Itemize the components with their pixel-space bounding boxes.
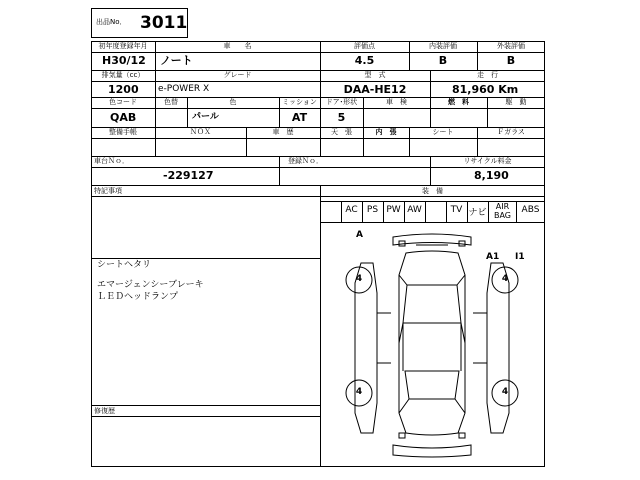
equip-ps: PS: [366, 205, 379, 215]
nox-header: ＮＯＸ: [190, 128, 211, 136]
equipment-header: 装 備: [422, 187, 443, 195]
history-header: 車 歴: [272, 128, 294, 136]
tire-right-front-label: 4: [501, 274, 509, 284]
grade-header: グレード: [223, 71, 252, 79]
model-header: 型 式: [364, 71, 386, 79]
doors-header: ドア･形状: [325, 98, 358, 106]
color-change-header: 色替: [164, 98, 178, 106]
mileage-header: 走 行: [477, 71, 498, 79]
tire-left-rear-label: 4: [355, 387, 363, 397]
inspection-header: 車 検: [386, 98, 407, 106]
mark-right-i1: I1: [515, 252, 525, 262]
remarks-header: 特記事項: [94, 187, 122, 195]
interior-header: 内 張: [375, 128, 397, 136]
car-name-header: 車 名: [223, 42, 252, 50]
seat-header: シート: [432, 128, 454, 136]
lot-number: 3011: [140, 13, 188, 33]
transmission-value: AT: [291, 111, 308, 124]
registration-no-header: 登録Ｎｏ．: [288, 157, 323, 165]
first-reg-header: 初年度登録年月: [98, 42, 148, 50]
score-header: 評価点: [354, 42, 375, 50]
remarks-line-4: ＬＥＤヘッドランプ: [97, 292, 179, 302]
remarks-line-3: エマージェンシーブレーキ: [97, 280, 204, 290]
score-value: 4.5: [354, 54, 375, 67]
interior-score-value: B: [438, 54, 448, 67]
grade-value: e-POWER X: [158, 84, 210, 94]
equip-aw: AW: [407, 205, 422, 215]
lot-number-label: 出品No．: [96, 18, 127, 26]
mark-front-a: A: [356, 230, 363, 240]
color-header: 色: [229, 98, 237, 106]
f-glass-header: Ｆガラス: [497, 128, 525, 136]
remarks-line-2: [97, 271, 204, 279]
model-value: DAA-HE12: [343, 83, 407, 96]
equip-abs: ABS: [521, 205, 540, 215]
recycle-fee-value: 8,190: [474, 169, 509, 182]
chassis-no-value: -229127: [163, 169, 214, 182]
repair-history-header: 修復歴: [94, 407, 115, 415]
displacement-value: 1200: [108, 83, 139, 96]
equip-airbag: AIR BAG: [493, 202, 512, 220]
remarks-text: [97, 259, 204, 303]
maintenance-header: 整備手帳: [109, 128, 137, 136]
car-name-value: ノート: [160, 54, 193, 67]
equip-navi: ナビ: [468, 208, 487, 218]
color-code-header: 色コード: [109, 98, 137, 106]
exterior-score-header: 外装評価: [497, 42, 525, 50]
color-value: パール: [192, 112, 219, 122]
chassis-no-header: 車台Ｎｏ．: [94, 157, 129, 165]
remarks-line-1: シートヘタリ: [97, 260, 152, 270]
doors-value: 5: [337, 111, 346, 124]
interior-score-header: 内装評価: [429, 42, 457, 50]
displacement-header: 排気量（cc）: [101, 71, 145, 79]
equip-pw: PW: [386, 205, 401, 215]
color-code-value: QAB: [110, 111, 137, 124]
equip-ac: AC: [345, 205, 358, 215]
drive-header: 駆 動: [505, 98, 527, 106]
recycle-fee-header: リサイクル料金: [463, 157, 512, 165]
mark-right-a1: A1: [486, 252, 500, 262]
fuel-header: 燃 料: [448, 98, 469, 106]
tire-left-front-label: 4: [355, 274, 363, 284]
equip-tv: TV: [450, 205, 463, 215]
transmission-header: ミッション: [282, 98, 317, 106]
tire-right-rear-label: 4: [501, 387, 509, 397]
exterior-score-value: B: [506, 54, 516, 67]
mileage-value: 81,960 Km: [452, 83, 519, 96]
sunroof-header: 天 張: [331, 128, 352, 136]
car-damage-diagram: [321, 223, 544, 466]
first-reg-value: H30/12: [102, 54, 146, 67]
